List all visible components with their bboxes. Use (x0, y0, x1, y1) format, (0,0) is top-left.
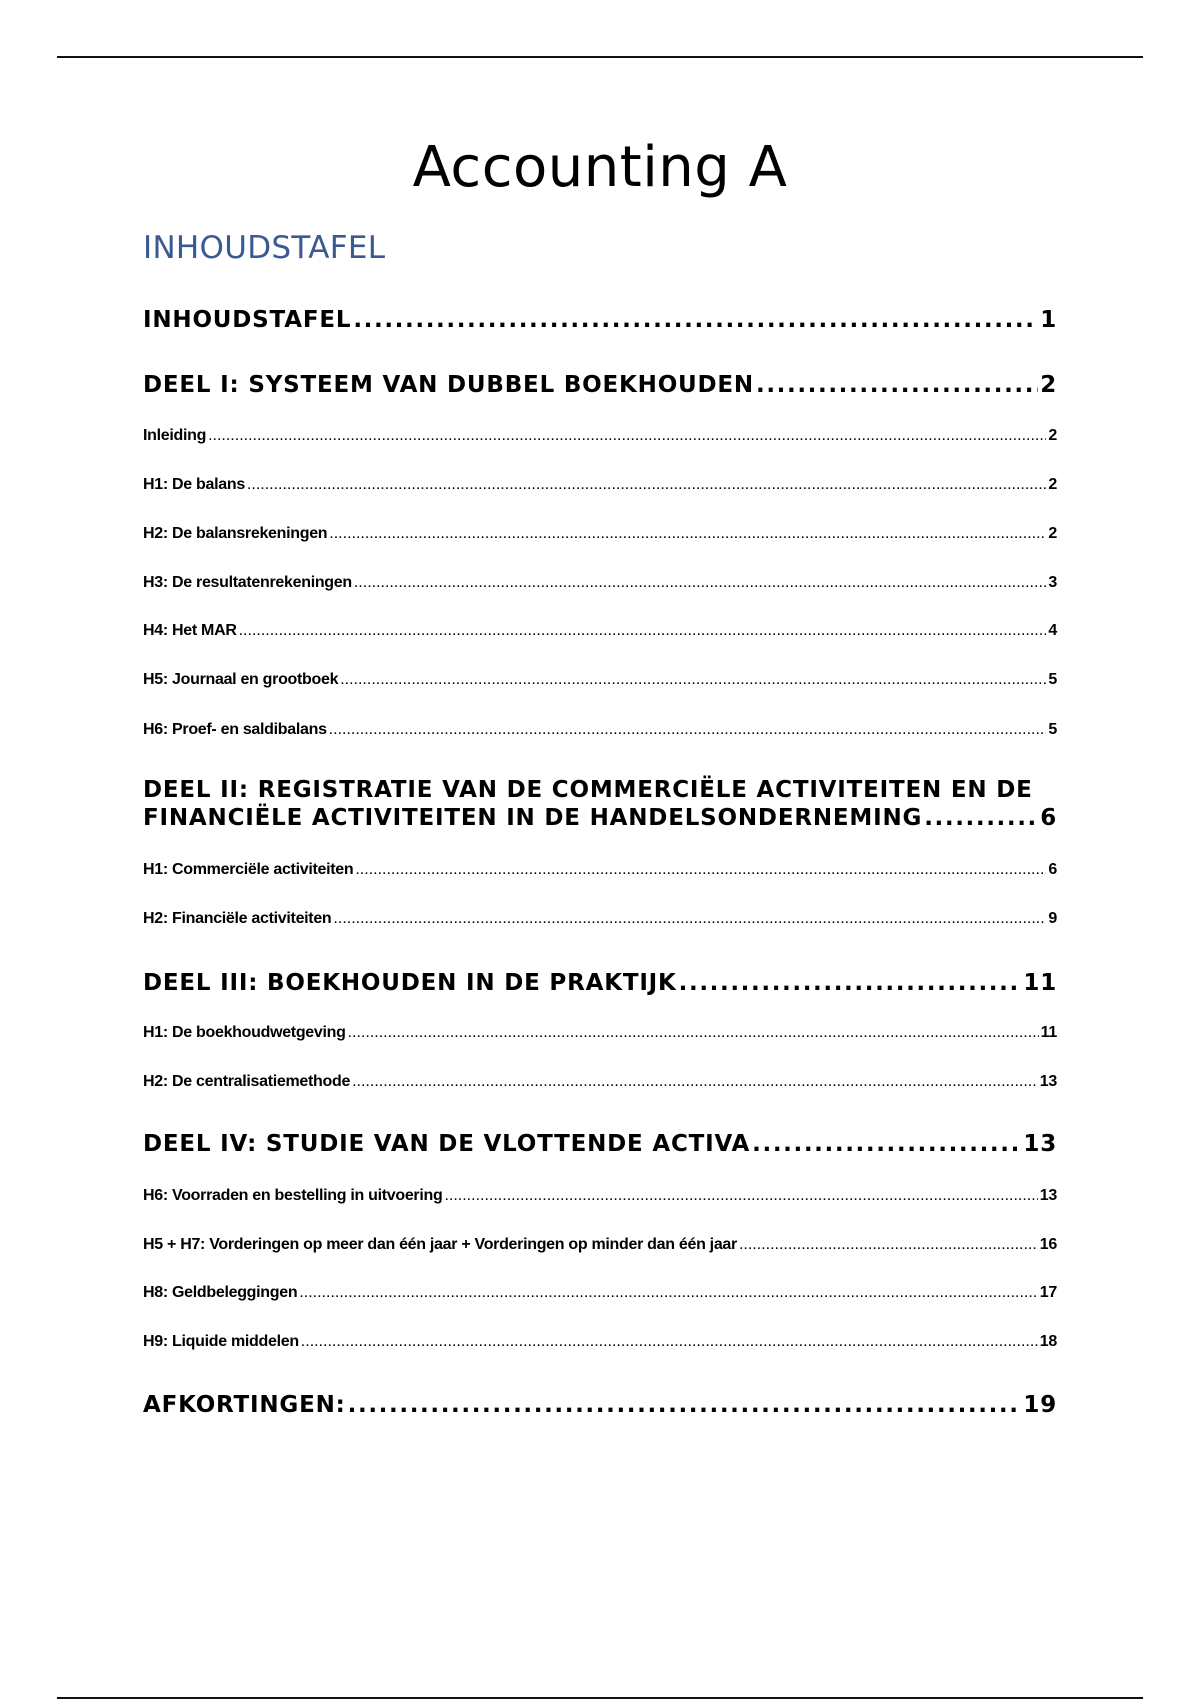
dot-leader (348, 1024, 1039, 1042)
toc-entry-h5-journaal[interactable] (143, 671, 1057, 689)
toc-entry-h2-financiele[interactable] (143, 910, 1057, 928)
dot-leader (354, 574, 1047, 592)
toc-entry-inleiding[interactable] (143, 427, 1057, 445)
toc-entry-label-line2: FINANCIËLE ACTIVITEITEN IN DE HANDELSONDERNEMING (143, 805, 923, 831)
toc-entry-h5-h7-vorderingen[interactable] (143, 1236, 1057, 1254)
toc-entry-h8-geldbeleggingen[interactable] (143, 1284, 1057, 1302)
toc-entry-label: INHOUDSTAFEL (143, 307, 352, 333)
toc-entry-page: 6 (1048, 861, 1057, 878)
dot-leader (239, 622, 1047, 640)
toc-entry-deel-1[interactable] (143, 372, 1057, 398)
toc-entry-label: AFKORTINGEN: (143, 1392, 346, 1418)
toc-entry-label: H6: Voorraden en bestelling in uitvoering (143, 1187, 443, 1204)
toc-entry-page: 2 (1040, 372, 1057, 398)
toc-entry-page: 5 (1048, 721, 1057, 738)
toc-entry-page: 13 (1023, 1131, 1057, 1157)
toc-entry-h3-resultatenrekeningen[interactable] (143, 574, 1057, 592)
toc-entry-page: 2 (1048, 427, 1057, 444)
toc-entry-page: 6 (1040, 805, 1057, 831)
document-title: Accounting A (412, 135, 788, 200)
toc-entry-page: 11 (1040, 1024, 1057, 1041)
toc-entry-label: H1: De balans (143, 476, 245, 493)
dot-leader (752, 1131, 1021, 1157)
toc-entry-label: H2: De centralisatiemethode (143, 1073, 351, 1090)
toc-entry-page: 11 (1023, 970, 1057, 996)
toc-entry-label: H9: Liquide middelen (143, 1333, 299, 1350)
toc-entry-h1-boekhoudwetgeving[interactable] (143, 1024, 1057, 1042)
toc-heading: INHOUDSTAFEL (143, 230, 386, 266)
toc-entry-label: DEEL IV: STUDIE VAN DE VLOTTENDE ACTIVA (143, 1131, 751, 1157)
dot-leader (679, 970, 1022, 996)
toc-entry-page: 2 (1048, 525, 1057, 542)
dot-leader (353, 307, 1038, 333)
toc-entry-h6-proefbalans[interactable] (143, 721, 1057, 739)
dot-leader (301, 1333, 1038, 1351)
toc-entry-h1-balans[interactable] (143, 476, 1057, 494)
toc-entry-label: DEEL I: SYSTEEM VAN DUBBEL BOEKHOUDEN (143, 372, 754, 398)
toc-entry-deel-2[interactable] (143, 777, 1057, 831)
toc-entry-label: H4: Het MAR (143, 622, 237, 639)
toc-entry-label-line1: DEEL II: REGISTRATIE VAN DE COMMERCIËLE ACTIVITEITEN EN DE (143, 777, 1033, 803)
dot-leader (924, 805, 1038, 831)
toc-entry-label: H5 + H7: Vorderingen op meer dan één jaar + Vorderingen op minder dan één jaar (143, 1236, 737, 1253)
toc-entry-label: DEEL III: BOEKHOUDEN IN DE PRAKTIJK (143, 970, 677, 996)
dot-leader (739, 1236, 1038, 1254)
toc-entry-page: 13 (1039, 1187, 1057, 1204)
toc-entry-h1-commerciele[interactable] (143, 861, 1057, 879)
dot-leader (329, 721, 1047, 739)
toc-entry-h2-centralisatiemethode[interactable] (143, 1073, 1057, 1091)
toc-entry-label: Inleiding (143, 427, 207, 444)
toc-entry-label: H2: De balansrekeningen (143, 525, 328, 542)
dot-leader (299, 1284, 1037, 1302)
toc-entry-deel-4[interactable] (143, 1131, 1057, 1157)
toc-entry-deel-3[interactable] (143, 970, 1057, 996)
dot-leader (340, 671, 1046, 689)
dot-leader (329, 525, 1046, 543)
dot-leader (355, 861, 1046, 879)
toc-entry-page: 3 (1048, 574, 1057, 591)
toc-entry-h2-balansrekeningen[interactable] (143, 525, 1057, 543)
toc-entry-page: 9 (1048, 910, 1057, 927)
toc-entry-h6-voorraden[interactable] (143, 1187, 1057, 1205)
dot-leader (348, 1392, 1022, 1418)
dot-leader (444, 1187, 1037, 1205)
toc-entry-h4-mar[interactable] (143, 622, 1057, 640)
toc-entry-label: H6: Proef- en saldibalans (143, 721, 327, 738)
toc-entry-page: 2 (1048, 476, 1057, 493)
toc-entry-label: H1: Commerciële activiteiten (143, 861, 354, 878)
toc-entry-page: 16 (1039, 1236, 1057, 1253)
header-rule (57, 56, 1143, 58)
toc-entry-page: 4 (1048, 622, 1057, 639)
toc-entry-page: 13 (1039, 1073, 1057, 1090)
toc-entry-label: H8: Geldbeleggingen (143, 1284, 298, 1301)
toc-entry-page: 17 (1039, 1284, 1057, 1301)
toc-entry-page: 1 (1040, 307, 1057, 333)
toc-entry-afkortingen[interactable] (143, 1392, 1057, 1418)
dot-leader (352, 1073, 1038, 1091)
toc-entry-page: 5 (1048, 671, 1057, 688)
toc-entry-inhoudstafel[interactable] (143, 307, 1057, 333)
toc-entry-label: H1: De boekhoudwetgeving (143, 1024, 346, 1041)
toc-entry-label: H3: De resultatenrekeningen (143, 574, 352, 591)
dot-leader (333, 910, 1046, 928)
dot-leader (756, 372, 1038, 398)
toc-entry-label: H5: Journaal en grootboek (143, 671, 339, 688)
dot-leader (247, 476, 1046, 494)
toc-entry-page: 18 (1039, 1333, 1057, 1350)
dot-leader (208, 427, 1046, 445)
toc-entry-page: 19 (1023, 1392, 1057, 1418)
toc-entry-h9-liquide-middelen[interactable] (143, 1333, 1057, 1351)
toc-entry-label: H2: Financiële activiteiten (143, 910, 332, 927)
footer-rule (57, 1697, 1143, 1699)
